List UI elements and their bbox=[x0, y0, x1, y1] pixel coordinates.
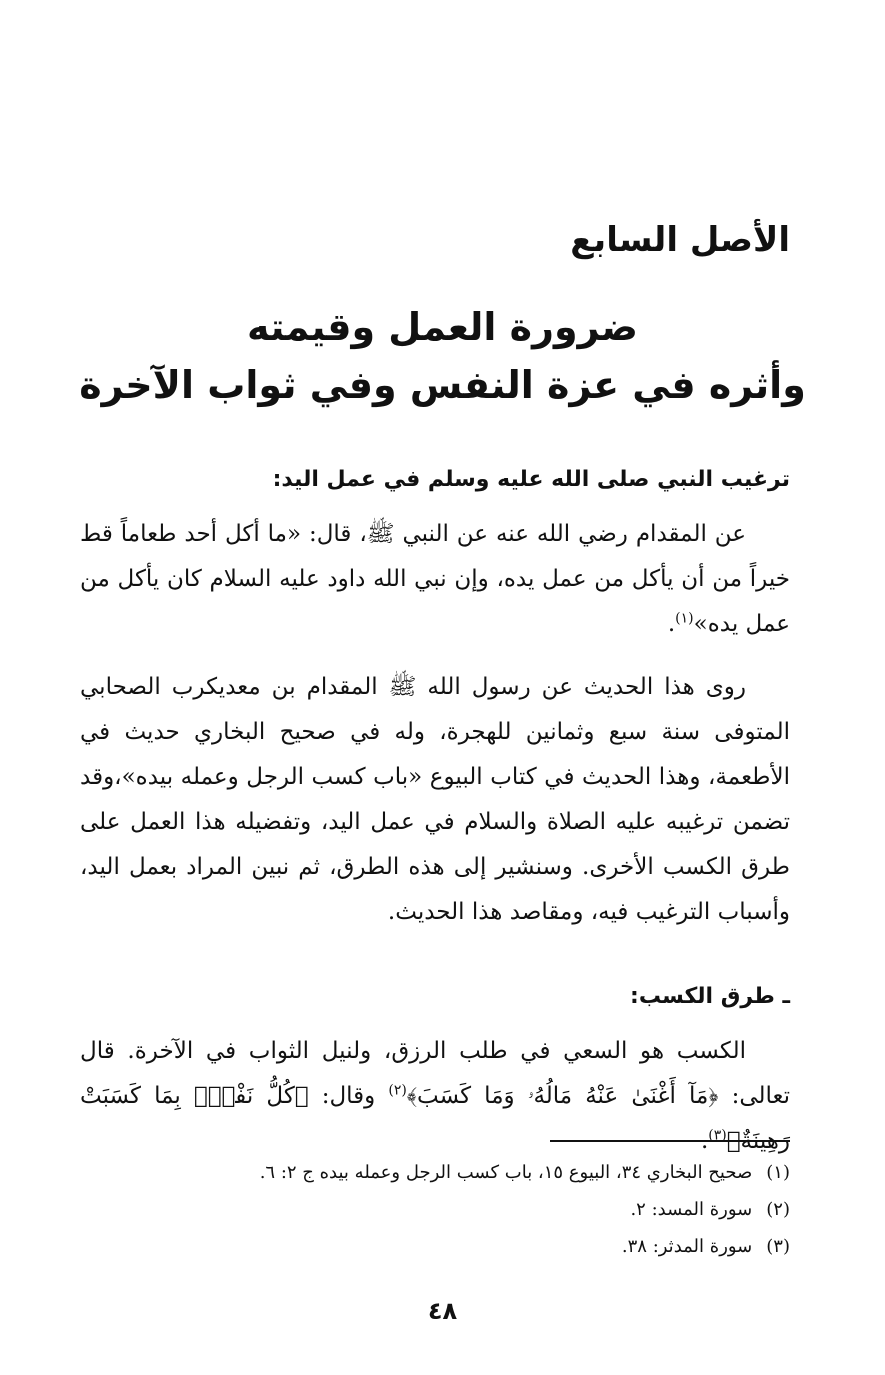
main-content bbox=[80, 458, 790, 1164]
footnote-ref-3: (٣) bbox=[708, 1127, 727, 1144]
footnote-text: سورة المدثر: ٣٨. bbox=[621, 1236, 753, 1257]
footnote-number: (٣) bbox=[766, 1236, 790, 1257]
footnotes-list bbox=[80, 1154, 790, 1265]
earning-end: . bbox=[700, 1128, 709, 1154]
footnote-number: (٢) bbox=[766, 1199, 790, 1220]
footnote-ref-2: (٢) bbox=[388, 1082, 407, 1099]
earning-text-2: وقال: ﴿كُلُّ نَفْسٍۭ بِمَا كَسَبَتْ رَهِينَةٌ﴾ bbox=[80, 1083, 790, 1154]
section-heading-encouragement: ترغيب النبي صلى الله عليه وسلم في عمل اليد: bbox=[272, 467, 790, 492]
page-title bbox=[60, 298, 825, 414]
hadith-text: عن المقدام رضي الله عنه عن النبي ﷺ، قال: «ما أكل أحد طعاماً قط خيراً من أن يأكل من عمل يده، وإن نبي الله داود عليه السلام كان يأكل من عمل يده» bbox=[80, 521, 790, 637]
commentary-paragraph: روى هذا الحديث عن رسول الله ﷺ المقدام بن معديكرب الصحابي المتوفى سنة سبع وثمانين للهجرة، وله في صحيح البخاري حديث في الأطعمة، وهذا الحديث في كتاب البيوع «باب كسب الرجل وعمله بيده»،وقد تضمن ترغيبه عليه الصلاة والسلام في عمل اليد، وتفضيله هذا العمل على طرق الكسب الأخرى. وسنشير إلى هذه الطرق، ثم نبين المراد بعمل اليد، وأسباب الترغيب فيه، ومقاصد هذا الحديث. bbox=[80, 674, 790, 925]
footnote-item bbox=[80, 1191, 790, 1228]
title-line-2: وأثره في عزة النفس وفي ثواب الآخرة bbox=[79, 363, 806, 407]
footnote-item bbox=[80, 1228, 790, 1265]
title-line-1: ضرورة العمل وقيمته bbox=[247, 305, 638, 349]
footnote-item bbox=[80, 1154, 790, 1191]
footnote-ref-1: (١) bbox=[675, 610, 694, 627]
page-number: ٤٨ bbox=[427, 1297, 458, 1325]
earning-paragraph bbox=[80, 1029, 790, 1164]
chapter-label: الأصل السابع bbox=[570, 220, 790, 260]
hadith-end: . bbox=[667, 611, 676, 637]
footnote-number: (١) bbox=[766, 1162, 790, 1183]
section-heading-earning-methods: ـ طرق الكسب: bbox=[630, 984, 790, 1009]
earning-text-1: الكسب هو السعي في طلب الرزق، ولنيل الثواب في الآخرة. قال تعالى: ﴿مَآ أَغْنَىٰ عَنْهُ مَالُهُۥ وَمَا كَسَبَ﴾ bbox=[80, 1038, 790, 1109]
footnote-divider bbox=[550, 1140, 790, 1142]
footnote-text: سورة المسد: ٢. bbox=[630, 1199, 753, 1220]
footnote-text: صحيح البخاري ٣٤، البيوع ١٥، باب كسب الرجل وعمله بيده ج ٢: ٦. bbox=[259, 1162, 753, 1183]
hadith-paragraph bbox=[80, 512, 790, 647]
